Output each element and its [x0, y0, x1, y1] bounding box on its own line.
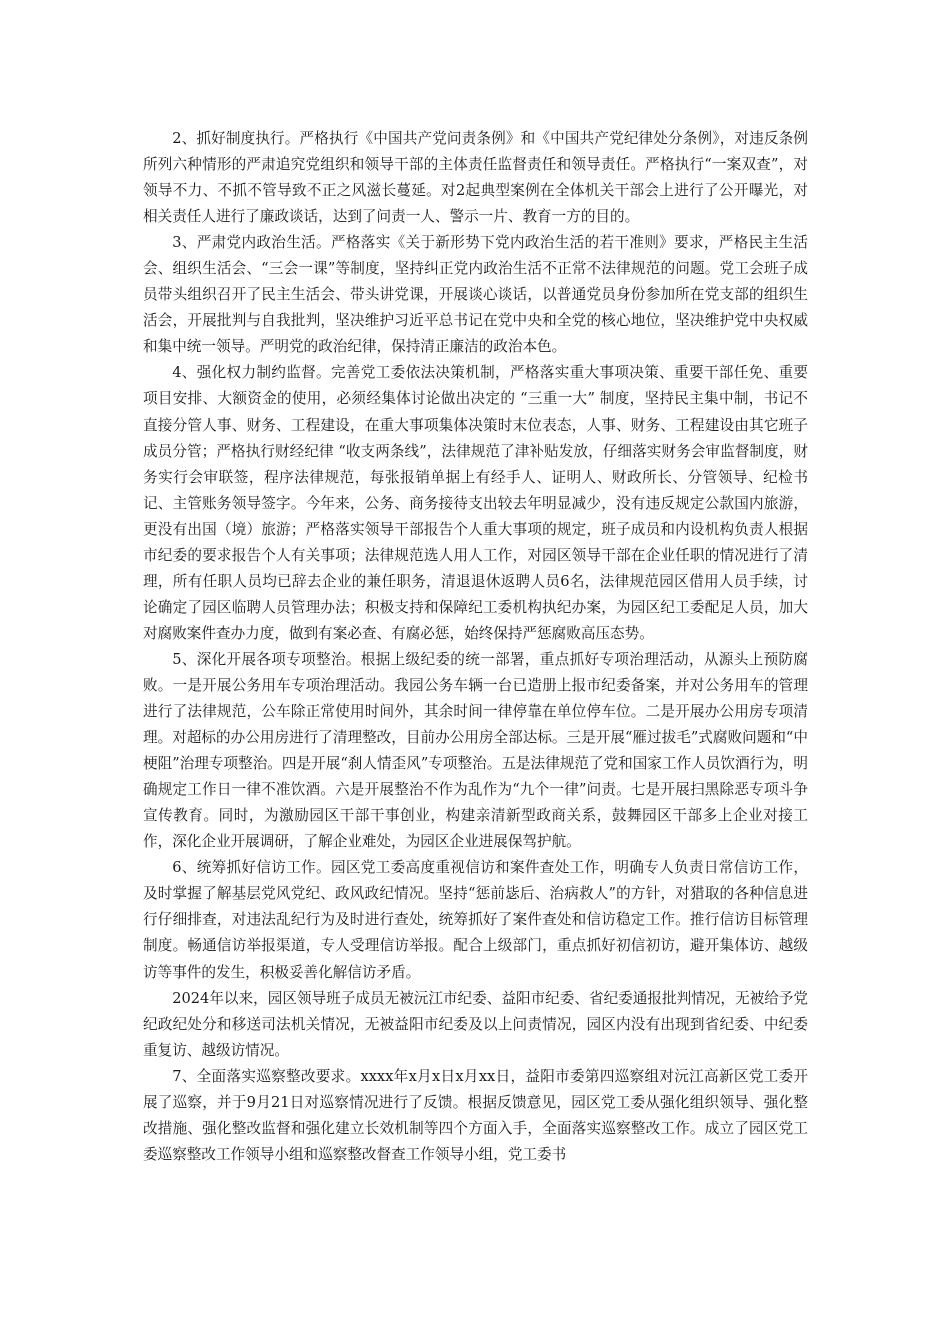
paragraph-power-supervision: 4、强化权力制约监督。完善党工委依法决策机制，严格落实重大事项决策、重要干部任免、重要项目安排、大额资金的使用，必须经集体讨论做出决定的 “三重一大” 制度，坚持民主集中制，书记不直接分管人事、财务、工程建设，在重大事项集体决策时末位表态，人事、财务、工程建设由其它班子成员分管；严格执行财经纪律 “收支两条线”，法律规范了津补贴发放，仔细落实财务会审监督制度，财务实行会审联签，程序法律规范，每张报销单据上有经手人、证明人、财政所长、分管领导、纪检书记、主管账务领导签字。今年来，公务、商务接待支出较去年明显减少，没有违反规定公款国内旅游，更没有出国（境）旅游；严格落实领导干部报告个人重大事项的规定，班子成员和内设机构负责人根据市纪委的要求报告个人有关事项；法律规范选人用人工作，对园区领导干部在企业任职的情况进行了清理，所有任职人员均已辞去企业的兼任职务，清退退休返聘人员6名，法律规范园区借用人员手续，讨论确定了园区临聘人员管理办法；积极支持和保障纪工委机构执纪办案，为园区纪工委配足人员，加大对腐败案件查办力度，做到有案必查、有腐必惩，始终保持严惩腐败高压态势。: [143, 364, 808, 642]
paragraph-petition-work: 6、统筹抓好信访工作。园区党工委高度重视信访和案件查处工作，明确专人负责日常信访工作，及时掌握了解基层党风党纪、政风政纪情况。坚持“惩前毖后、治病救人”的方针，对猎取的各种信息进行仔细排查，对违法乱纪行为及时进行查处，统筹抓好了案件查处和信访稳定工作。推行信访目标管理制度。畅通信访举报渠道，专人受理信访举报。配合上级部门，重点抓好初信初访，避开集体访、越级访等事件的发生，积极妥善化解信访矛盾。: [143, 859, 808, 981]
paragraph-2024-summary: 2024年以来，园区领导班子成员无被沅江市纪委、益阳市纪委、省纪委通报批判情况，无被给予党纪政纪处分和移送司法机关情况，无被益阳市纪委及以上问责情况，园区内没有出现到省纪委、中纪委重复访、越级访情况。: [143, 989, 808, 1059]
paragraph-accountability: 2、抓好制度执行。严格执行《中国共产党问责条例》和《中国共产党纪律处分条例》，对违反条例所列六种情形的严肃追究党组织和领导干部的主体责任监督责任和领导责任。严格执行“一案双查”，对领导不力、不抓不管导致不正之风滋长蔓延。对2起典型案例在全体机关干部会上进行了公开曝光，对相关责任人进行了廉政谈话，达到了问责一人、警示一片、教育一方的目的。: [143, 130, 808, 226]
paragraph-inspection-rectification: 7、全面落实巡察整改要求。xxxx年x月x日x月xx日，益阳市委第四巡察组对沅江高新区党工委开展了巡察，并于9月21日对巡察情况进行了反馈。根据反馈意见，园区党工委从强化组织领导、强化整改措施、强化整改监督和强化建立长效机制等四个方面入手，全面落实巡察整改工作。成立了园区党工委巡察整改工作领导小组和巡察整改督查工作领导小组，党工委书: [143, 1067, 808, 1163]
document-body: [143, 126, 808, 1168]
paragraph-political-life: 3、严肃党内政治生活。严格落实《关于新形势下党内政治生活的若干准则》要求，严格民主生活会、组织生活会、“三会一课”等制度，坚持纠正党内政治生活不正常不法律规范的问题。党工会班子成员带头组织召开了民主生活会、带头讲党课，开展谈心谈话，以普通党员身份参加所在党支部的组织生活会，开展批判与自我批判，坚决维护习近平总书记在党中央和全党的核心地位，坚决维护党中央权威和集中统一领导。严明党的政治纪律，保持清正廉洁的政治本色。: [143, 234, 808, 356]
paragraph-special-rectification: 5、深化开展各项专项整治。根据上级纪委的统一部署，重点抓好专项治理活动，从源头上预防腐败。一是开展公务用车专项治理活动。我园公务车辆一台已造册上报市纪委备案，并对公务用车的管理进行了法律规范，公车除正常使用时间外，其余时间一律停靠在单位停车位。二是开展办公用房专项清理。对超标的办公用房进行了清理整改，目前办公用房全部达标。三是开展“雁过拔毛”式腐败问题和“中梗阻”治理专项整治。四是开展“刹人情歪风”专项整治。五是法律规范了党和国家工作人员饮酒行为，明确规定工作日一律不准饮酒。六是开展整治不作为乱作为“九个一律”问责。七是开展扫黑除恶专项斗争宣传教育。同时，为激励园区干部干事创业，构建亲清新型政商关系，鼓舞园区干部多上企业对接工作，深化企业开展调研，了解企业难处，为园区企业进展保驾护航。: [143, 650, 808, 851]
